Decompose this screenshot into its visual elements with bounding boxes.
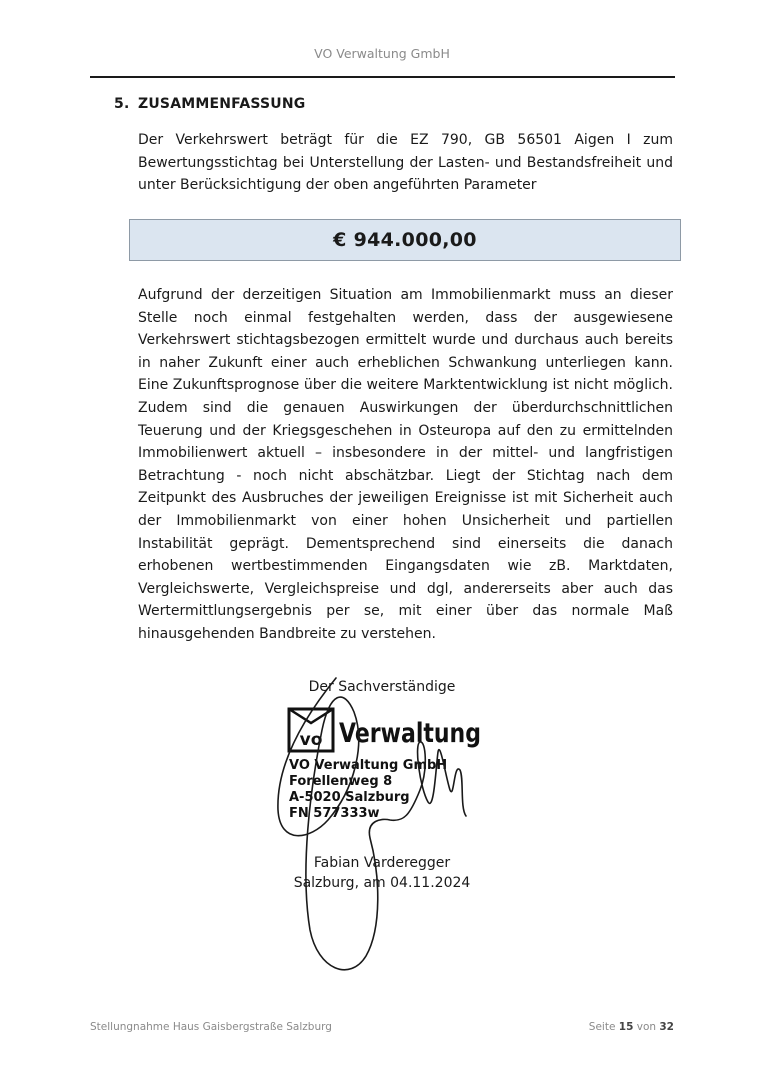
market-value-box — [129, 219, 681, 261]
header-rule — [90, 76, 675, 78]
body-paragraph: Aufgrund der derzeitigen Situation am Immobilienmarkt muss an dieser Stelle noch einmal festgehalten werden, dass der ausgewiesene Verkehrswert stichtagsbezogen ermittelt wurde und durchaus auch bereits in naher Zukunft einer auch erheblichen Schwankung unterliegen kann. Eine Zukunftsprognose über die weitere Marktentwicklung ist nicht möglich. Zudem sind die genauen Auswirkungen der überdurchschnittlichen Teuerung und der Kriegsgeschehen in Osteuropa auf den zu ermittelnden Immobilienwert aktuell – insbesondere in der mittel- und langfristigen Betrachtung - noch nicht abschätzbar. Liegt der Stichtag nach dem Zeitpunkt des Ausbruches der jeweiligen Ereignisse ist mit Sicherheit auch der Immobilienmarkt von einer hohen Unsicherheit und partiellen Instabilität geprägt. Dementsprechend sind einerseits die danach erhobenen wertbestimmenden Eingangsdaten wie zB. Marktdaten, Vergleichswerte, Vergleichspreise und dgl, andererseits aber auch das Wertermittlungsergebnis per se, mit einer über das normale Maß hinausgehenden Bandbreite zu verstehen. — [138, 287, 673, 642]
signature-label: Der Sachverständige — [308, 679, 456, 695]
stamp-line-register: FN 577333w — [289, 806, 380, 821]
stamp-logo-mark: vo — [299, 730, 323, 750]
section-title: ZUSAMMENFASSUNG — [138, 96, 306, 112]
section-heading — [114, 96, 306, 112]
signature-stroke — [278, 678, 466, 970]
footer-page-number — [589, 1021, 674, 1033]
signer-name: Fabian Varderegger — [313, 855, 451, 871]
stamp-line-street: Forellenweg 8 — [289, 774, 393, 789]
handwritten-signature — [270, 670, 470, 990]
page-total: 32 — [659, 1021, 674, 1033]
section-number: 5. — [114, 96, 130, 112]
page-of: von — [636, 1021, 657, 1033]
stamp-logo-word: Verwaltung — [339, 718, 481, 749]
intro-paragraph: Der Verkehrswert beträgt für die EZ 790, GB 56501 Aigen I zum Bewertungsstichtag bei Unterstellung der Lasten- und Bestandsfreiheit und unter Berücksichtigung der oben angeführten Parameter — [138, 132, 673, 194]
stamp-line-company: VO Verwaltung GmbH — [289, 758, 448, 773]
stamp-line-city: A-5020 Salzburg — [289, 790, 410, 805]
footer-document-title: Stellungnahme Haus Gaisbergstraße Salzburg — [90, 1021, 332, 1033]
page-current: 15 — [618, 1021, 634, 1033]
signature-place-date: Salzburg, am 04.11.2024 — [293, 875, 471, 891]
header-company: VO Verwaltung GmbH — [314, 46, 450, 61]
market-value: € 944.000,00 — [333, 229, 477, 251]
page-prefix: Seite — [588, 1021, 616, 1033]
page-header — [0, 46, 764, 61]
